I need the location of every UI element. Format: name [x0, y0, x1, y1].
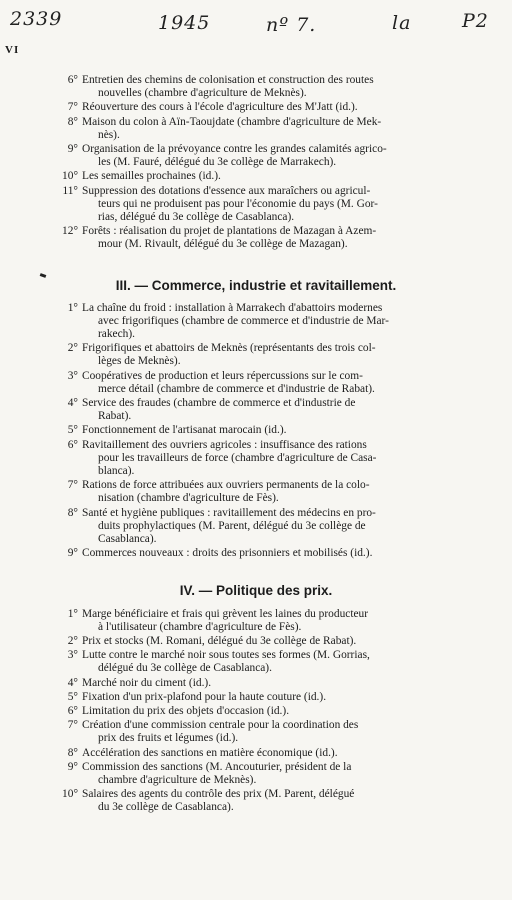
item-text-line: Commission des sanctions (M. Ancouturier, président de la — [82, 760, 352, 773]
item-text-line: Fixation d'un prix-plafond pour la haute couture (id.). — [82, 690, 327, 703]
section-iii-title: III. — Commerce, industrie et ravitaillement. — [115, 277, 397, 293]
item-text-line: Création d'une commission centrale pour la coordination des — [82, 719, 359, 732]
item-text-line: à l'utilisateur (chambre d'agriculture de Fès). — [98, 620, 302, 633]
list-item — [67, 369, 476, 396]
item-text-line: rias, délégué du 3e collège de Casablanca). — [98, 211, 295, 224]
item-text-line: prix des fruits et légumes (id.). — [98, 732, 239, 745]
item-text-line: chambre d'agriculture de Meknès). — [98, 773, 257, 786]
item-number: 9° — [67, 143, 78, 156]
item-number: 9° — [67, 547, 78, 560]
item-text-line: Service des fraudes (chambre de commerce et d'industrie de — [82, 397, 356, 410]
list-item — [62, 788, 476, 814]
list-item — [67, 649, 476, 675]
item-number: 2° — [67, 342, 78, 355]
item-text-line: Entretien des chemins de colonisation et construction des routes — [82, 74, 374, 86]
item-number: 7° — [67, 719, 78, 732]
item-text-line: délégué du 3e collège de Casablanca). — [98, 662, 272, 675]
item-text-line: rakech). — [98, 328, 135, 341]
item-number: 6° — [67, 74, 78, 86]
item-number: 8° — [67, 746, 78, 759]
list-item — [67, 438, 476, 479]
item-number: 7° — [67, 101, 78, 114]
item-text-line: lèges de Meknès). — [98, 355, 181, 368]
list-item — [67, 676, 476, 690]
list-item — [67, 424, 476, 437]
handwritten-initial: la — [392, 12, 412, 34]
item-text-line: Casablanca). — [98, 533, 157, 546]
item-text-line: Frigorifiques et abattoirs de Meknès (représentants des trois col- — [82, 342, 376, 355]
list-item — [67, 74, 476, 100]
list-item — [67, 746, 476, 760]
item-text-line: La chaîne du froid : installation à Marrakech d'abattoirs modernes — [82, 301, 383, 314]
list-item — [67, 397, 476, 423]
item-text-line: Fonctionnement de l'artisanat marocain (id.). — [82, 424, 287, 437]
item-number: 2° — [67, 634, 78, 647]
item-number: 4° — [67, 397, 78, 410]
item-text-line: Les semailles prochaines (id.). — [82, 170, 221, 183]
handwritten-ref-number: 2339 — [10, 8, 63, 30]
item-number: 8° — [67, 506, 78, 519]
item-text-line: merce détail (chambre de commerce et d'industrie de Rabat). — [98, 382, 375, 395]
item-number: 11° — [62, 184, 78, 197]
item-text-line: Commerces nouveaux : droits des prisonniers et mobilisés (id.). — [82, 547, 373, 560]
item-text-line: blanca). — [98, 465, 135, 478]
item-text-line: Marge bénéficiaire et frais qui grèvent les laines du producteur — [82, 607, 369, 620]
item-text-line: Limitation du prix des objets d'occasion (id.). — [82, 704, 290, 717]
item-text-line: les (M. Fauré, délégué du 3e collège de Marrakech). — [98, 156, 337, 169]
list-item — [67, 607, 476, 634]
page-number: VI — [5, 44, 20, 56]
item-text-line: Santé et hygiène publiques : ravitaillement des médecins en pro- — [82, 506, 376, 519]
item-text-line: Accélération des sanctions en matière économique (id.). — [82, 746, 338, 759]
list-item — [67, 301, 476, 342]
item-number: 5° — [67, 690, 78, 703]
item-number: 3° — [67, 369, 78, 382]
item-text-line: Marché noir du ciment (id.). — [82, 676, 212, 689]
item-text-line: mour (M. Rivault, délégué du 3e collège de Mazagan). — [98, 238, 348, 251]
item-text-line: Forêts : réalisation du projet de plantations de Mazagan à Azem- — [82, 225, 377, 238]
item-text-line: Lutte contre le marché noir sous toutes ses formes (M. Gorrias, — [82, 649, 370, 662]
item-number: 6° — [67, 704, 78, 717]
item-text-line: duits prophylactiques (M. Parent, délégué du 3e collège de — [98, 519, 366, 532]
item-text-line: Rations de force attribuées aux ouvriers permanents de la colo- — [82, 479, 370, 492]
item-number: 1° — [67, 301, 78, 314]
list-item — [67, 143, 476, 169]
item-text-line: Salaires des agents du contrôle des prix (M. Parent, délégué — [82, 788, 355, 801]
handwritten-year: 1945 — [158, 12, 211, 34]
item-number: 1° — [67, 607, 78, 620]
item-text-line: nès). — [98, 128, 120, 141]
handwritten-code: P2 — [462, 10, 489, 32]
list-item — [67, 101, 476, 114]
list-item — [62, 170, 476, 183]
item-text-line: Suppression des dotations d'essence aux maraîchers ou agricul- — [82, 184, 371, 197]
item-number: 12° — [62, 225, 78, 238]
list-item — [62, 225, 476, 251]
item-text-line: pour les travailleurs de force (chambre d'agriculture de Casa- — [98, 451, 377, 464]
item-text-line: Maison du colon à Aïn-Taoujdate (chambre d'agriculture de Mek- — [82, 115, 382, 128]
item-number: 10° — [62, 170, 78, 183]
item-text-line: nouvelles (chambre d'agriculture de Meknès). — [98, 87, 307, 100]
item-number: 4° — [67, 676, 78, 689]
item-number: 8° — [67, 115, 78, 128]
section-iv-list — [0, 608, 512, 815]
item-text-line: Ravitaillement des ouvriers agricoles : insuffisance des rations — [82, 438, 367, 451]
item-text-line: teurs qui ne produisent pas pour l'économie du pays (M. Gor- — [98, 197, 378, 210]
list-item — [67, 634, 476, 648]
item-number: 5° — [67, 424, 78, 437]
item-text-line: avec frigorifiques (chambre de commerce et d'industrie de Mar- — [98, 314, 389, 327]
section-iv-title: IV. — Politique des prix. — [179, 582, 333, 598]
list-item — [62, 184, 476, 225]
list-item — [67, 506, 476, 547]
item-text-line: Prix et stocks (M. Romani, délégué du 3e collège de Rabat). — [82, 634, 357, 647]
item-number: 6° — [67, 438, 78, 451]
item-number: 10° — [62, 788, 78, 801]
item-text-line: nisation (chambre d'agriculture de Fès). — [98, 492, 279, 505]
list-item — [67, 547, 476, 560]
section-ii-list — [0, 74, 512, 252]
item-number: 7° — [67, 479, 78, 492]
document-body — [0, 74, 512, 816]
list-item — [67, 342, 476, 368]
list-item — [67, 719, 476, 745]
item-number: 3° — [67, 649, 78, 662]
list-item — [67, 115, 476, 142]
item-text-line: Organisation de la prévoyance contre les grandes calamités agrico- — [82, 143, 387, 156]
handwritten-issue: nº 7. — [266, 14, 317, 36]
section-iii-list — [0, 302, 512, 561]
item-text-line: Coopératives de production et leurs répercussions sur le com- — [82, 369, 363, 382]
list-item — [67, 690, 476, 704]
list-item — [67, 704, 476, 718]
item-text-line: Rabat). — [98, 410, 132, 423]
item-number: 9° — [67, 760, 78, 773]
item-text-line: du 3e collège de Casablanca). — [98, 801, 234, 814]
list-item — [67, 760, 476, 787]
list-item — [67, 479, 476, 505]
item-text-line: Réouverture des cours à l'école d'agriculture des M'Jatt (id.). — [82, 101, 358, 114]
